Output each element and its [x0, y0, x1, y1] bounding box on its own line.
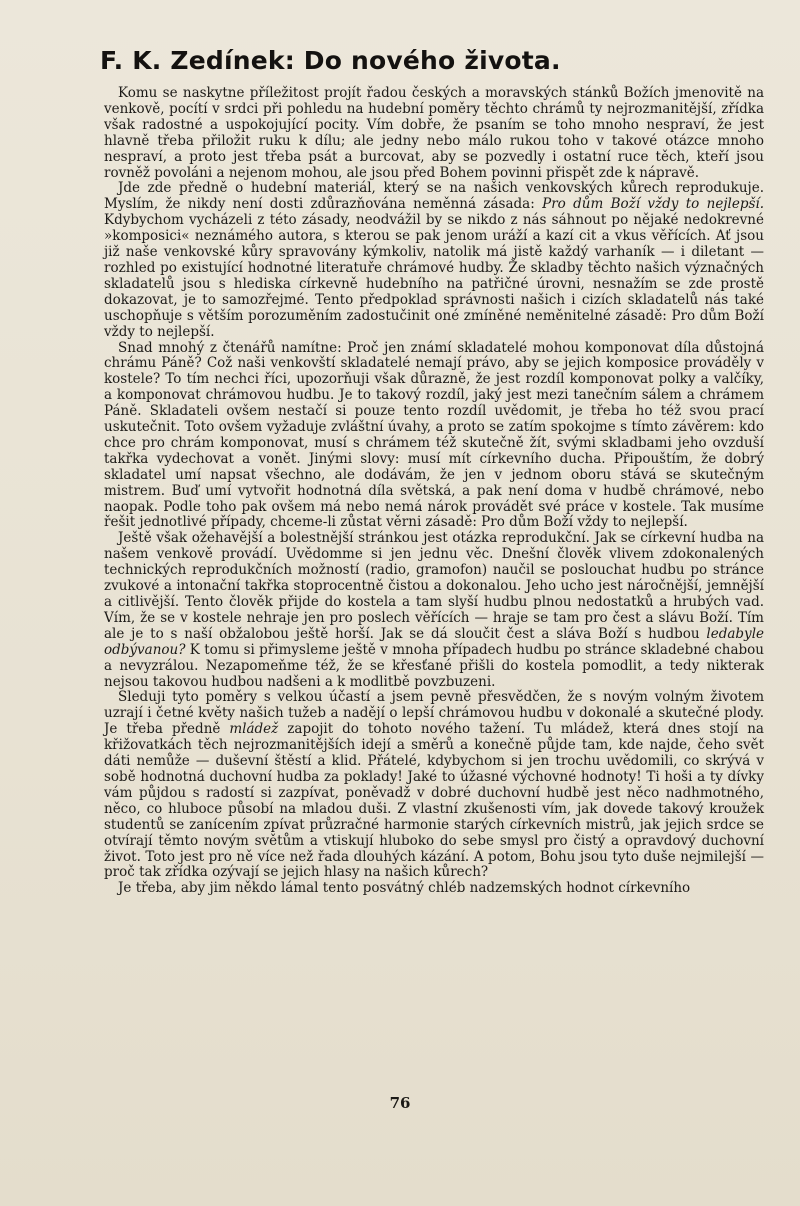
article-title: F. K. Zedínek: Do nového života.	[100, 46, 561, 75]
article-body	[104, 86, 764, 897]
paragraph	[104, 881, 764, 897]
page-number: 76	[389, 1094, 411, 1112]
paragraph-text: Snad mnohý z čtenářů namítne: Proč jen známí skladatelé mohou komponovat díla důstojná chrámu Páně? Což naši venkovští skladatelé nemají právo, aby se jejich komposice prováděly v kostele? To tím nechci říci, upozorňuji však důrazně, že jest rozdíl komponovat polky a valčíky, a komponovat chrámovou hudbu. Je to takový rozdíl, jaký jest mezi tanečním sálem a chrámem Páně. Skladateli ovšem nestačí si pouze tento rozdíl uvědomit, je třeba ho též svou prací uskutečnit. Toto ovšem vyžaduje zvláštní úvahy, a proto se zatím spokojme s tímto závěrem: kdo chce pro chrám komponovat, musí s chrámem též skutečně žít, svými skladbami jeho ovzduší takřka vydechovat a vonět. Jinými slovy: musí mít církevního ducha. Připouštím, že dobrý skladatel umí napsat všechno, ale dodávám, že jen v jednom oboru stává se skutečným mistrem. Buď umí vytvořit hodnotná díla světská, a pak není doma v hudbě chrámové, nebo naopak. Podle toho pak ovšem má nebo nemá nárok provádět své práce v kostele. Tak musíme řešit jednotlivé případy, chceme-li zůstat věrni zásadě: Pro dům Boží vždy to nejlepší.	[104, 339, 764, 531]
emphasized-text: ledabyle odbývanou?	[104, 625, 764, 658]
paragraph	[104, 86, 764, 181]
paragraph	[104, 181, 764, 340]
paragraph-text: Kdybychom vycházeli z této zásady, neodvážil by se nikdo z nás sáhnout po nějaké nedokrevné »komposici« neznámého autora, s kterou se pak jenom uráží a kazí cit a vkus věřících. Ať jsou již naše venkovské kůry spravovány kýmkoliv, natolik má jistě každý varhaník — i diletant — rozhled po existující hodnotné literatuře chrámové hudby. Že skladby těchto našich význačných skladatelů jsou s hlediska církevně hudebního na patřičné úrovni, nesnažím se zde prostě dokazovat, je to samozřejmé. Tento předpoklad správnosti našich i cizích skladatelů nás také uschopňuje s větším porozuměním zadostučinit oné zmíněné neměnitelné zásadě: Pro dům Boží vždy to nejlepší.	[104, 212, 764, 340]
paragraph-text: K tomu si přimysleme ještě v mnoha případech hudbu po stránce skladebné chabou a nevyzrálou. Nezapomeňme též, že se křesťané přišli do kostela pomodlit, a tedy nikterak nejsou takovou hudbou nadšeni a k modlitbě povzbuzeni.	[104, 641, 764, 690]
paragraph-text: Ještě však ožehavější a bolestnější stránkou jest otázka reprodukční. Jak se církevní hudba na našem venkově provádí. Uvědomme si jen jednu věc. Dnešní člověk vlivem zdokonalených technických reprodukčních možností (radio, gramofon) naučil se poslouchat hudbu po stránce zvukové a intonační takřka stoprocentně čistou a dokonalou. Jeho ucho jest náročnější, jemnější a citlivější. Tento člověk přijde do kostela a tam slyší hudbu plnou nedostatků a hrubých vad. Vím, že se v kostele nehraje jen pro poslech věřících — hraje se tam pro čest a slávu Boží. Tím ale je to s naší obžalobou ještě horší. Jak se dá sloučit čest a sláva Boží s hudbou	[104, 530, 764, 642]
paragraph-text: zapojit do tohoto nového tažení. Tu mládež, která dnes stojí na křižovatkách těch nejrozmanitějších idejí a směrů a konečně půjde tam, kde najde, čeho svět dáti nemůže — duševní štěstí a klid. Přátelé, kdybychom si jen trochu uvědomili, co skrývá v sobě hodnotná duchovní hudba za poklady! Jaké to úžasné výchovné hodnoty! Ti hoši a ty dívky vám půjdou s radostí si zazpívat, poněvadž v dobré duchovní hudbě jest něco nadhmotného, něco, co hluboce působí na mladou duši. Z vlastní zkušenosti vím, jak dovede takový kroužek studentů se zanícením zpívat průzračné harmonie starých církevních mistrů, jak jejich srdce se otvírají těmto novým světům a vtiskují hluboko do sebe smysl pro čistý a opravdový duchovní život. Toto jest pro ně více než řada dlouhých kázání. A potom, Bohu jsou tyto duše nejmilejší — proč tak zřídka ozývají se jejich hlasy na našich kůrech?	[104, 721, 764, 881]
paragraph-text: Jde zde předně o hudební materiál, který se na našich venkovských kůrech reprodukuje. Myslím, že nikdy není dosti zdůrazňována neměnná zásada:	[104, 180, 764, 213]
paragraph-text: Je třeba, aby jim někdo lámal tento posvátný chléb nadzemských hodnot církevního	[118, 880, 691, 897]
paragraph-text: Komu se naskytne příležitost projít řadou českých a moravských stánků Božích jmenovitě na venkově, pocítí v srdci při pohledu na hudební poměry těchto chrámů ty nejrozmanitější, zřídka však radostné a uspokojující pocity. Vím dobře, že psaním se toho mnoho nespraví, že jest hlavně třeba přiložit ruku k dílu; ale jedny nebo málo rukou toho v takové otázce mnoho nespraví, a proto jest třeba psát a burcovat, aby se pozvedly i ostatní ruce těch, kteří jsou rovněž povoláni a nejenom mohou, ale jsou před Bohem povinni přispět zde k nápravě.	[104, 85, 764, 181]
emphasized-text: mládež	[229, 721, 279, 738]
paragraph	[104, 341, 764, 532]
paragraph	[104, 690, 764, 881]
paragraph	[104, 531, 764, 690]
emphasized-text: Pro dům Boží vždy to nejlepší.	[542, 196, 764, 213]
paragraph-text: Sleduji tyto poměry s velkou účastí a jsem pevně přesvědčen, že s novým volným životem uzrají i četné květy našich tužeb a nadějí o lepší chrámovou hudbu v dokonalé a skutečné plody. Je třeba předně	[104, 689, 764, 738]
